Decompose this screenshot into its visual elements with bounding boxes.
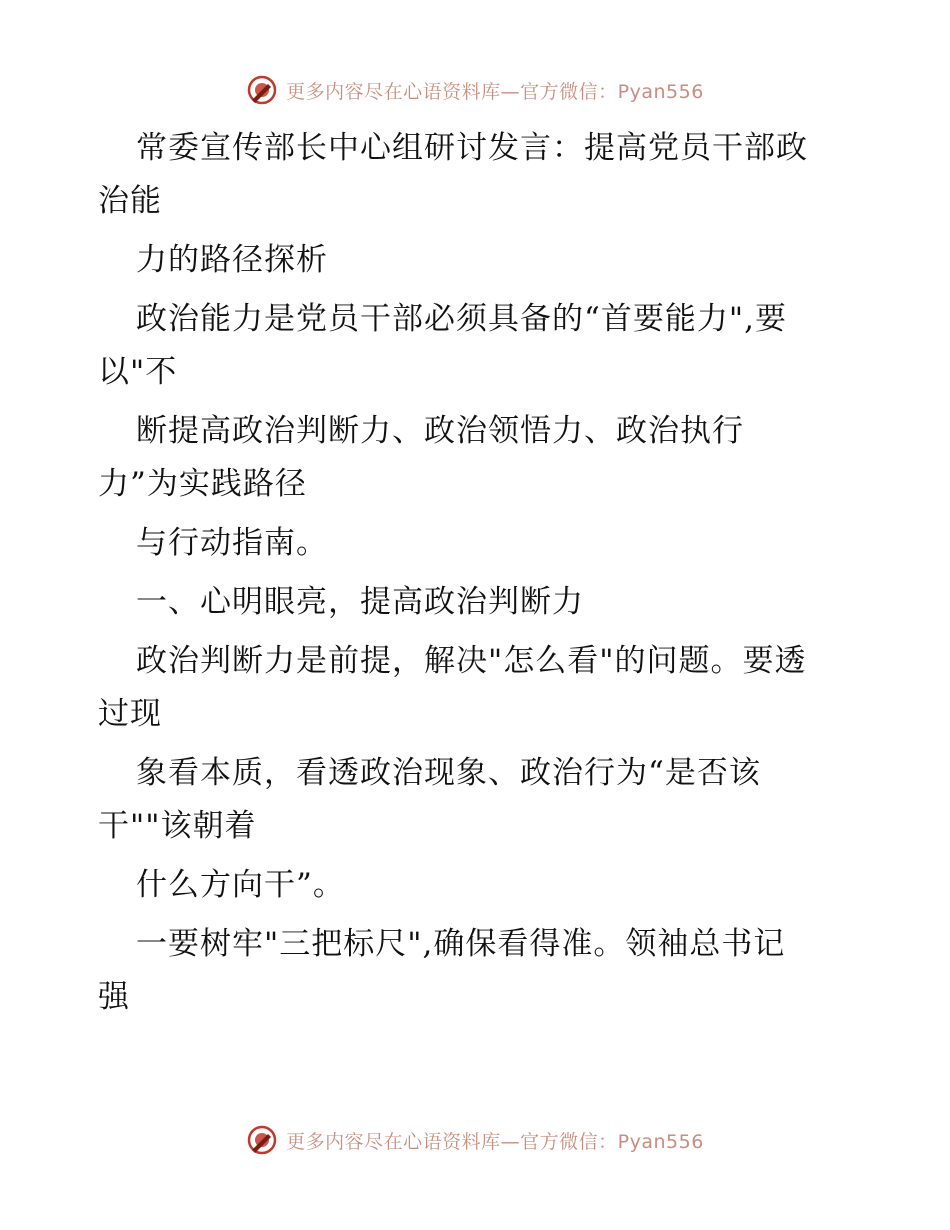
- document-body: [98, 122, 858, 1013]
- section-heading: 一、心明眼亮，提高政治判断力: [136, 584, 584, 620]
- text-line: 力”为实践路径: [98, 466, 307, 502]
- text-line: 力的路径探析: [136, 242, 328, 278]
- text-line: 过现: [98, 696, 162, 732]
- text-line: 干""该朝着: [98, 808, 257, 844]
- text-line: 治能: [98, 183, 162, 219]
- text-line: 断提高政治判断力、政治领悟力、政治执行: [136, 413, 744, 449]
- text-line: 象看本质，看透政治现象、政治行为“是否该: [136, 755, 761, 791]
- text-line: 什么方向干”。: [136, 867, 345, 903]
- text-line: 政治判断力是前提，解决"怎么看"的问题。要透: [136, 643, 807, 679]
- text-line: 与行动指南。: [136, 525, 328, 561]
- text-line: 政治能力是党员干部必须具备的“首要能力",要: [136, 301, 787, 337]
- pen-logo-icon: [246, 1124, 278, 1156]
- text-line: 强: [98, 979, 130, 1015]
- watermark-text: 更多内容尽在心语资料库—官方微信：Pyan556: [286, 1130, 704, 1153]
- watermark-footer: [0, 1120, 950, 1160]
- text-line: 常委宣传部长中心组研讨发言：提高党员干部政: [136, 130, 808, 166]
- text-line: 一要树牢"三把标尺",确保看得准。领袖总书记: [136, 926, 786, 962]
- watermark-header: [0, 70, 950, 110]
- watermark-text: 更多内容尽在心语资料库—官方微信：Pyan556: [286, 80, 704, 103]
- pen-logo-icon: [246, 74, 278, 106]
- text-line: 以"不: [98, 354, 178, 390]
